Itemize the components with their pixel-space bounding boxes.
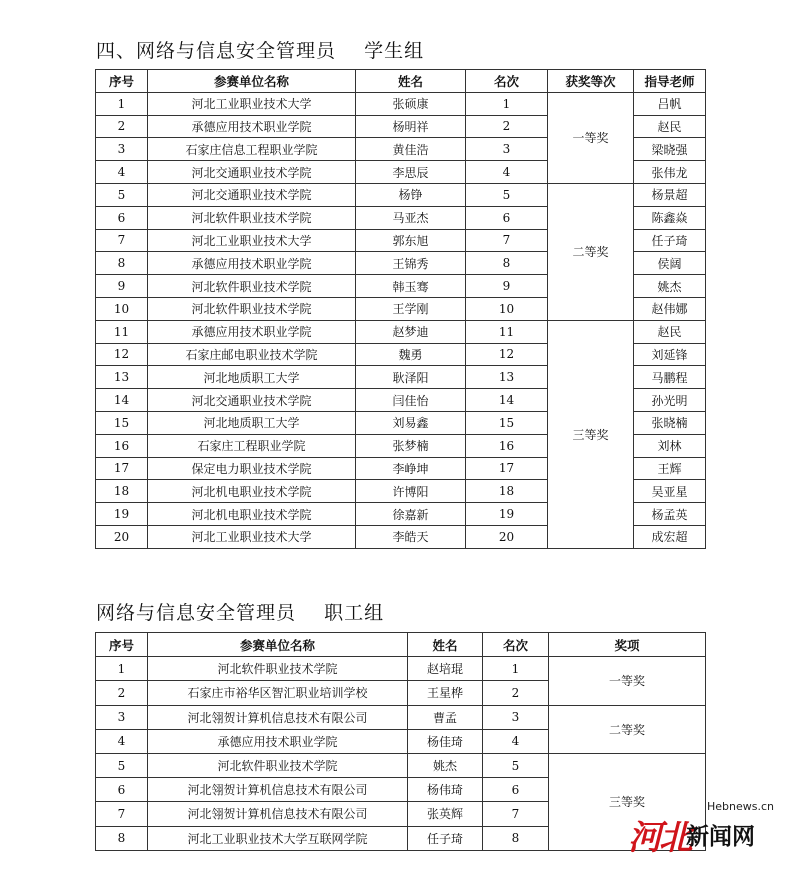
cell-rank: 13 (466, 366, 548, 389)
cell-name: 闫佳怡 (356, 389, 466, 412)
cell-name: 杨铮 (356, 183, 466, 206)
header-unit: 参赛单位名称 (148, 70, 356, 93)
cell-no: 7 (96, 802, 148, 826)
cell-teacher: 赵民 (634, 115, 706, 138)
cell-no: 16 (96, 434, 148, 457)
cell-no: 7 (96, 229, 148, 252)
cell-unit: 承德应用技术职业学院 (148, 320, 356, 343)
cell-rank: 14 (466, 389, 548, 412)
cell-no: 3 (96, 705, 148, 729)
cell-rank: 8 (483, 826, 549, 850)
cell-no: 9 (96, 275, 148, 298)
header-unit: 参赛单位名称 (148, 633, 408, 657)
header-award: 获奖等次 (548, 70, 634, 93)
cell-unit: 承德应用技术职业学院 (148, 252, 356, 275)
cell-no: 2 (96, 115, 148, 138)
cell-rank: 15 (466, 411, 548, 434)
cell-no: 13 (96, 366, 148, 389)
table-header-row (96, 633, 706, 657)
cell-no: 6 (96, 778, 148, 802)
cell-rank: 3 (466, 138, 548, 161)
cell-unit: 河北机电职业技术学院 (148, 480, 356, 503)
cell-teacher: 陈鑫焱 (634, 206, 706, 229)
cell-rank: 1 (483, 657, 549, 681)
award-cell: 三等奖 (548, 320, 634, 548)
cell-teacher: 梁晓强 (634, 138, 706, 161)
cell-rank: 6 (483, 778, 549, 802)
cell-name: 赵培琨 (408, 657, 483, 681)
cell-name: 王星桦 (408, 681, 483, 705)
cell-unit: 河北软件职业技术学院 (148, 753, 408, 777)
cell-unit: 河北交通职业技术学院 (148, 389, 356, 412)
cell-rank: 2 (483, 681, 549, 705)
cell-rank: 12 (466, 343, 548, 366)
cell-rank: 11 (466, 320, 548, 343)
cell-teacher: 任子琦 (634, 229, 706, 252)
table-row (96, 183, 706, 206)
table-row (96, 320, 706, 343)
cell-rank: 3 (483, 705, 549, 729)
watermark-text: 新闻网 (686, 824, 755, 850)
student-results-table (95, 69, 706, 549)
cell-no: 6 (96, 206, 148, 229)
cell-name: 杨明祥 (356, 115, 466, 138)
cell-teacher: 王辉 (634, 457, 706, 480)
cell-name: 李思辰 (356, 161, 466, 184)
cell-teacher: 吕帆 (634, 92, 706, 115)
cell-no: 3 (96, 138, 148, 161)
cell-rank: 19 (466, 503, 548, 526)
cell-name: 杨伟琦 (408, 778, 483, 802)
cell-rank: 16 (466, 434, 548, 457)
staff-results-table (95, 632, 706, 851)
table-row (96, 657, 706, 681)
cell-no: 17 (96, 457, 148, 480)
cell-unit: 承德应用技术职业学院 (148, 729, 408, 753)
watermark-site: Hebnews.cn (706, 800, 774, 813)
cell-name: 任子琦 (408, 826, 483, 850)
cell-name: 张英辉 (408, 802, 483, 826)
cell-name: 徐嘉新 (356, 503, 466, 526)
cell-no: 4 (96, 161, 148, 184)
cell-name: 黄佳浩 (356, 138, 466, 161)
table-row (96, 705, 706, 729)
cell-no: 5 (96, 753, 148, 777)
header-award: 奖项 (549, 633, 706, 657)
cell-rank: 5 (466, 183, 548, 206)
award-cell: 二等奖 (549, 705, 706, 753)
cell-name: 李皓天 (356, 525, 466, 548)
cell-name: 许博阳 (356, 480, 466, 503)
cell-teacher: 张晓楠 (634, 411, 706, 434)
cell-no: 1 (96, 657, 148, 681)
cell-unit: 石家庄信息工程职业学院 (148, 138, 356, 161)
cell-unit: 河北工业职业技术大学互联网学院 (148, 826, 408, 850)
cell-unit: 石家庄邮电职业技术学院 (148, 343, 356, 366)
award-cell: 二等奖 (548, 183, 634, 320)
cell-unit: 河北软件职业技术学院 (148, 297, 356, 320)
cell-teacher: 刘林 (634, 434, 706, 457)
cell-no: 14 (96, 389, 148, 412)
header-teacher: 指导老师 (634, 70, 706, 93)
cell-name: 韩玉骞 (356, 275, 466, 298)
cell-rank: 7 (466, 229, 548, 252)
cell-unit: 河北工业职业技术大学 (148, 525, 356, 548)
cell-rank: 18 (466, 480, 548, 503)
cell-unit: 河北软件职业技术学院 (148, 275, 356, 298)
cell-unit: 石家庄工程职业学院 (148, 434, 356, 457)
cell-rank: 7 (483, 802, 549, 826)
cell-no: 2 (96, 681, 148, 705)
cell-rank: 2 (466, 115, 548, 138)
cell-name: 耿泽阳 (356, 366, 466, 389)
cell-rank: 4 (483, 729, 549, 753)
cell-no: 20 (96, 525, 148, 548)
section-title-staff: 网络与信息安全管理员 职工组 (96, 602, 385, 624)
cell-name: 王锦秀 (356, 252, 466, 275)
cell-no: 4 (96, 729, 148, 753)
cell-rank: 20 (466, 525, 548, 548)
cell-rank: 6 (466, 206, 548, 229)
cell-unit: 河北地质职工大学 (148, 366, 356, 389)
cell-teacher: 姚杰 (634, 275, 706, 298)
cell-name: 马亚杰 (356, 206, 466, 229)
section-title-student: 四、网络与信息安全管理员 学生组 (96, 40, 425, 62)
cell-teacher: 孙光明 (634, 389, 706, 412)
cell-no: 18 (96, 480, 148, 503)
cell-unit: 保定电力职业技术学院 (148, 457, 356, 480)
cell-rank: 5 (483, 753, 549, 777)
cell-name: 张硕康 (356, 92, 466, 115)
header-no: 序号 (96, 70, 148, 93)
cell-unit: 河北机电职业技术学院 (148, 503, 356, 526)
header-rank: 名次 (466, 70, 548, 93)
header-name: 姓名 (408, 633, 483, 657)
cell-rank: 10 (466, 297, 548, 320)
cell-unit: 河北软件职业技术学院 (148, 657, 408, 681)
cell-no: 1 (96, 92, 148, 115)
award-cell: 三等奖 (549, 753, 706, 850)
cell-unit: 河北交通职业技术学院 (148, 161, 356, 184)
cell-teacher: 张伟龙 (634, 161, 706, 184)
cell-no: 15 (96, 411, 148, 434)
cell-unit: 承德应用技术职业学院 (148, 115, 356, 138)
table-row (96, 92, 706, 115)
table-row (96, 753, 706, 777)
cell-unit: 河北地质职工大学 (148, 411, 356, 434)
header-name: 姓名 (356, 70, 466, 93)
cell-teacher: 马鹏程 (634, 366, 706, 389)
cell-no: 11 (96, 320, 148, 343)
watermark-logo: 河北 (628, 818, 690, 858)
cell-teacher: 成宏超 (634, 525, 706, 548)
award-cell: 一等奖 (548, 92, 634, 183)
cell-teacher: 刘延锋 (634, 343, 706, 366)
header-rank: 名次 (483, 633, 549, 657)
cell-no: 19 (96, 503, 148, 526)
cell-name: 赵梦迪 (356, 320, 466, 343)
cell-teacher: 杨孟英 (634, 503, 706, 526)
cell-unit: 河北交通职业技术学院 (148, 183, 356, 206)
cell-rank: 8 (466, 252, 548, 275)
cell-unit: 河北翎贺计算机信息技术有限公司 (148, 778, 408, 802)
cell-name: 刘易鑫 (356, 411, 466, 434)
cell-unit: 河北工业职业技术大学 (148, 229, 356, 252)
cell-no: 8 (96, 252, 148, 275)
cell-unit: 河北工业职业技术大学 (148, 92, 356, 115)
cell-no: 8 (96, 826, 148, 850)
cell-teacher: 赵伟娜 (634, 297, 706, 320)
cell-unit: 河北翎贺计算机信息技术有限公司 (148, 705, 408, 729)
cell-teacher: 杨景超 (634, 183, 706, 206)
cell-rank: 9 (466, 275, 548, 298)
table-header-row (96, 70, 706, 93)
cell-rank: 1 (466, 92, 548, 115)
cell-name: 李峥坤 (356, 457, 466, 480)
cell-unit: 石家庄市裕华区智汇职业培训学校 (148, 681, 408, 705)
cell-no: 12 (96, 343, 148, 366)
cell-unit: 河北翎贺计算机信息技术有限公司 (148, 802, 408, 826)
cell-teacher: 侯阔 (634, 252, 706, 275)
hebnews-watermark (628, 800, 778, 862)
cell-name: 姚杰 (408, 753, 483, 777)
cell-name: 张梦楠 (356, 434, 466, 457)
cell-rank: 4 (466, 161, 548, 184)
cell-rank: 17 (466, 457, 548, 480)
cell-name: 魏勇 (356, 343, 466, 366)
cell-unit: 河北软件职业技术学院 (148, 206, 356, 229)
cell-name: 王学刚 (356, 297, 466, 320)
cell-name: 郭东旭 (356, 229, 466, 252)
cell-name: 曹孟 (408, 705, 483, 729)
cell-no: 10 (96, 297, 148, 320)
cell-teacher: 赵民 (634, 320, 706, 343)
award-cell: 一等奖 (549, 657, 706, 705)
header-no: 序号 (96, 633, 148, 657)
cell-name: 杨佳琦 (408, 729, 483, 753)
cell-no: 5 (96, 183, 148, 206)
cell-teacher: 吴亚星 (634, 480, 706, 503)
